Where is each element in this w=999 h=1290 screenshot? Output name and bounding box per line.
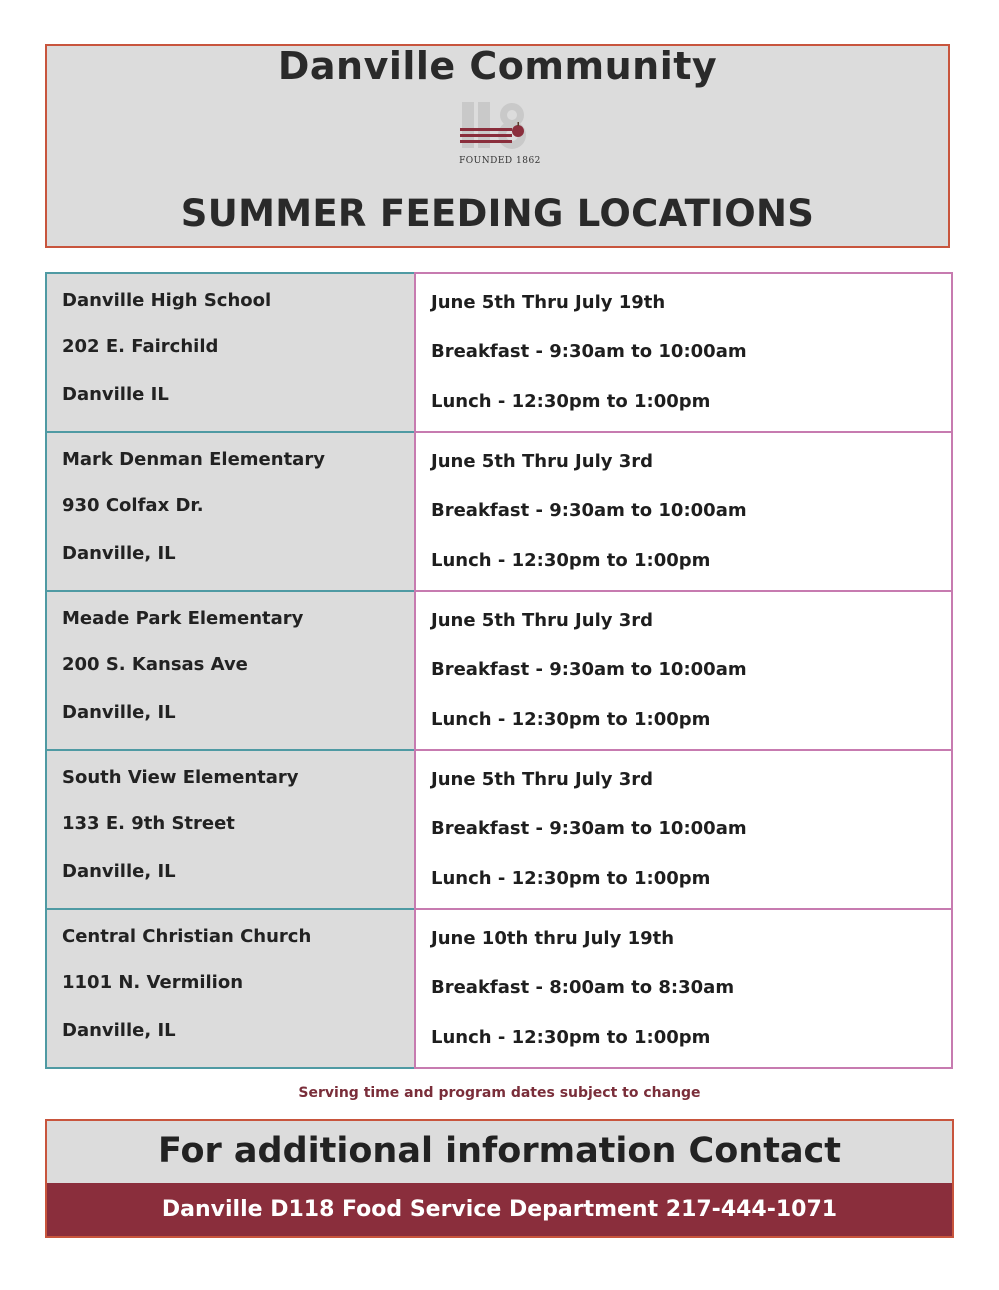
schedule-cell	[414, 431, 953, 592]
page-title: Danville Community	[277, 44, 718, 88]
district-logo	[458, 98, 542, 166]
schedule-dates: June 5th Thru July 3rd	[431, 769, 654, 790]
location-city: Danville, IL	[62, 543, 176, 564]
location-cell	[45, 272, 416, 433]
schedule-cell	[414, 590, 953, 751]
table-row	[45, 590, 953, 749]
location-address: 202 E. Fairchild	[62, 336, 219, 357]
table-row	[45, 749, 953, 908]
location-name: Central Christian Church	[62, 926, 312, 947]
table-row	[45, 431, 953, 590]
location-address: 1101 N. Vermilion	[62, 972, 244, 993]
table-row	[45, 908, 953, 1067]
locations-table	[45, 272, 953, 1068]
schedule-breakfast: Breakfast - 9:30am to 10:00am	[431, 818, 747, 839]
location-cell	[45, 590, 416, 751]
schedule-dates: June 5th Thru July 3rd	[431, 451, 654, 472]
schedule-lunch: Lunch - 12:30pm to 1:00pm	[431, 550, 711, 571]
header-box	[45, 44, 950, 248]
schedule-lunch: Lunch - 12:30pm to 1:00pm	[431, 1027, 711, 1048]
schedule-breakfast: Breakfast - 8:00am to 8:30am	[431, 977, 735, 998]
location-name: Mark Denman Elementary	[62, 449, 325, 470]
district-118-logo-icon	[460, 100, 540, 152]
schedule-breakfast: Breakfast - 9:30am to 10:00am	[431, 659, 747, 680]
location-name: Meade Park Elementary	[62, 608, 304, 629]
location-cell	[45, 908, 416, 1069]
schedule-lunch: Lunch - 12:30pm to 1:00pm	[431, 868, 711, 889]
schedule-dates: June 10th thru July 19th	[431, 928, 675, 949]
page-subtitle: SUMMER FEEDING LOCATIONS	[180, 192, 815, 235]
logo-caption: FOUNDED 1862	[459, 156, 541, 166]
contact-band	[47, 1183, 952, 1236]
schedule-breakfast: Breakfast - 9:30am to 10:00am	[431, 341, 747, 362]
contact-box	[45, 1119, 954, 1238]
location-city: Danville, IL	[62, 1020, 176, 1041]
location-address: 133 E. 9th Street	[62, 813, 235, 834]
table-row	[45, 272, 953, 431]
location-city: Danville IL	[62, 384, 169, 405]
location-name: Danville High School	[62, 290, 272, 311]
location-city: Danville, IL	[62, 861, 176, 882]
location-address: 200 S. Kansas Ave	[62, 654, 248, 675]
schedule-lunch: Lunch - 12:30pm to 1:00pm	[431, 391, 711, 412]
schedule-cell	[414, 908, 953, 1069]
contact-department: Danville D118 Food Service Department 217-444-1071	[161, 1197, 838, 1222]
location-cell	[45, 431, 416, 592]
schedule-breakfast: Breakfast - 9:30am to 10:00am	[431, 500, 747, 521]
schedule-cell	[414, 272, 953, 433]
location-name: South View Elementary	[62, 767, 299, 788]
disclaimer-note: Serving time and program dates subject to change	[298, 1085, 701, 1101]
schedule-lunch: Lunch - 12:30pm to 1:00pm	[431, 709, 711, 730]
location-city: Danville, IL	[62, 702, 176, 723]
schedule-dates: June 5th Thru July 19th	[431, 292, 666, 313]
contact-title: For additional information Contact	[157, 1131, 842, 1171]
location-address: 930 Colfax Dr.	[62, 495, 204, 516]
schedule-dates: June 5th Thru July 3rd	[431, 610, 654, 631]
schedule-cell	[414, 749, 953, 910]
location-cell	[45, 749, 416, 910]
